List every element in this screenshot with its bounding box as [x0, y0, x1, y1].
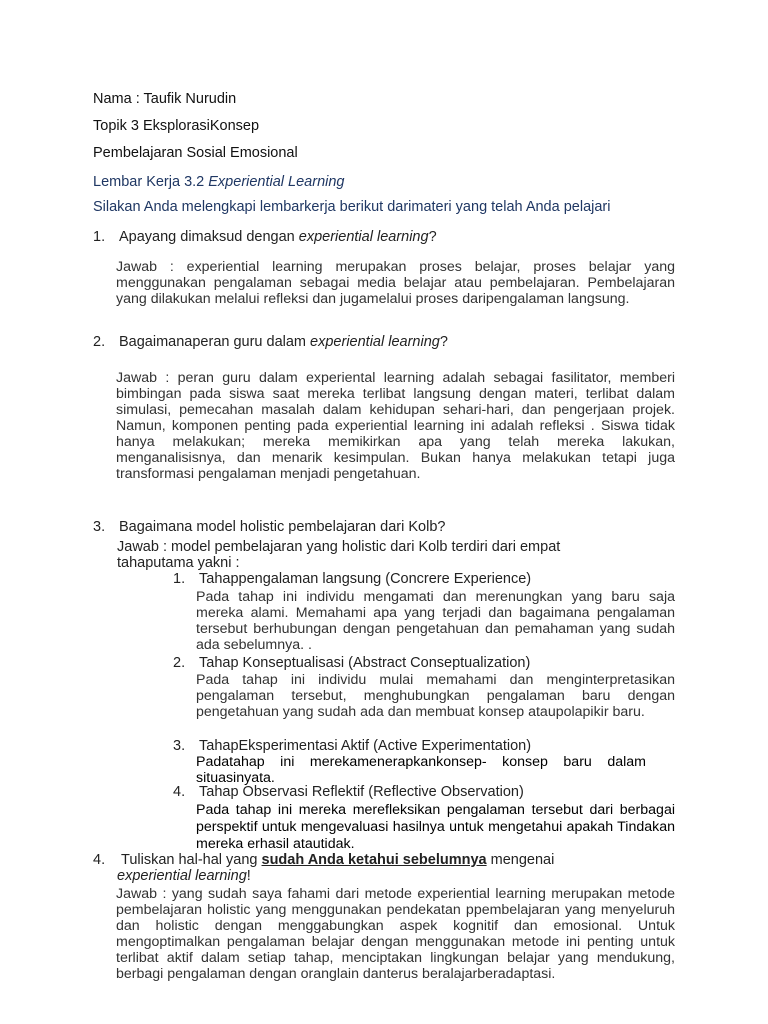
- kolb-stage-4-title: Tahap Observasi Reflektif (Reflective Observation): [199, 784, 524, 800]
- question-1-end: ?: [428, 229, 437, 245]
- kolb-stage-1-number: 1.: [173, 571, 186, 587]
- answer-2: Jawab : peran guru dalam experiental learning adalah sebagai fasilitator, memberi bimbingan pada siswa saat mereka terlibat langsung dengan materi, terlibat dalam simulasi, pemecahan masalah dalam kehidupan sehari-hari, dan pengerjaan projek. Namun, komponen penting pada experiential learning ini adalah refleksi . Siswa tidak hanya melakukan; mereka memikirkan apa yang telah mereka lakukan, menganalisisnya, dan menarik kesimpulan. Bukan hanya melakukan tetapi juga transformasi pengalaman menjadi pengetahuan.: [116, 370, 675, 482]
- kolb-stage-3-title: TahapEksperimentasi Aktif (Active Experimentation): [199, 738, 532, 754]
- worksheet-title: [93, 174, 345, 190]
- question-2-italic: experiential learning: [310, 334, 440, 350]
- question-2-text: Bagaimanaperan guru dalam: [119, 334, 311, 350]
- kolb-stage-2-number: 2.: [173, 655, 186, 671]
- answer-4: Jawab : yang sudah saya fahami dari metode experiential learning merupakan metode pembelajaran holistic yang menggunakan pendekatan ppembelajaran yang menyeluruh dan holistic dengan menggabungkan aspek kognitif dan emosional. Untuk mengoptimalkan pengalaman belajar dengan menggunakan metode ini penting untuk terlibat aktif dalam setiap tahap, menciptakan lingkungan belajar yang mendukung, berbagi pengalaman dengan oranglain danterus beralajarberadaptasi.: [116, 886, 675, 982]
- question-2: [119, 334, 448, 350]
- answer-3-line-2: tahaputama yakni :: [117, 555, 240, 571]
- kolb-stage-4-desc: Pada tahap ini mereka merefleksikan pengalaman tersebut dari berbagai perspektif untuk mengevaluasi hasilnya untuk mengetahui apakah Tindakan mereka erhasil atautidak.: [196, 802, 675, 852]
- instruction-line: Silakan Anda melengkapi lembarkerja berikut darimateri yang telah Anda pelajari: [93, 199, 611, 215]
- kolb-stage-2-title: Tahap Konseptualisasi (Abstract Conseptualization): [199, 655, 531, 671]
- question-3-number: 3.: [93, 519, 106, 535]
- kolb-stage-1-desc: Pada tahap ini individu mengamati dan merenungkan yang baru saja mereka alami. Memahami apa yang terjadi dan bagaimana pengalaman tersebut berhubungan dengan pengetahuan dan pemahaman yang sudah ada sebelumnya. .: [196, 589, 675, 653]
- answer-1: Jawab : experiential learning merupakan proses belajar, proses belajar yang menggunakan pengalaman sebagai media belajar atau pembelajaran. Pembelajaran yang dilakukan melalui refleksi dan jugamelalui proses daripengalaman langsung.: [116, 259, 675, 307]
- kolb-stage-4-number: 4.: [173, 784, 186, 800]
- question-1: [119, 229, 437, 245]
- question-1-number: 1.: [93, 229, 106, 245]
- question-1-italic: experiential learning: [298, 229, 429, 245]
- kolb-stage-3-number: 3.: [173, 738, 186, 754]
- worksheet-title-italic: Experiential Learning: [208, 174, 345, 190]
- kolb-stage-2-desc: Pada tahap ini individu mulai memahami dan menginterpretasikan pengalaman tersebut, menghubungkan pengalaman baru dengan pengetahuan yang sudah ada dan membuat konsep ataupolapikir baru.: [196, 672, 675, 720]
- question-4-text: Tuliskan hal-hal yang: [121, 852, 262, 868]
- topic-line: Topik 3 EksplorasiKonsep: [93, 118, 260, 134]
- question-2-end: ?: [439, 334, 448, 350]
- kolb-stage-1-title: Tahappengalaman langsung (Concrere Experience): [199, 571, 532, 587]
- name-line: Nama : Taufik Nurudin: [93, 91, 237, 107]
- question-4-exclaim: !: [246, 868, 251, 884]
- worksheet-title-prefix: Lembar Kerja 3.2: [93, 174, 209, 190]
- question-4-number: 4.: [93, 852, 106, 868]
- answer-3-line-1: Jawab : model pembelajaran yang holistic dari Kolb terdiri dari empat: [117, 539, 561, 555]
- question-4-italic: experiential learning: [117, 868, 247, 884]
- question-4-line-2: [117, 868, 251, 884]
- question-4-underline: sudah Anda ketahui sebelumnya: [261, 852, 487, 868]
- kolb-stage-3-desc: Padatahap ini merekamenerapkankonsep- konsep baru dalam situasinyata.: [196, 754, 646, 786]
- course-line: Pembelajaran Sosial Emosional: [93, 145, 298, 161]
- question-2-number: 2.: [93, 334, 106, 350]
- question-3-text: Bagaimana model holistic pembelajaran dari Kolb?: [119, 519, 446, 535]
- question-1-text: Apayang dimaksud dengan: [119, 229, 299, 245]
- question-4: [121, 852, 554, 868]
- question-4-text-end: mengenai: [486, 852, 555, 868]
